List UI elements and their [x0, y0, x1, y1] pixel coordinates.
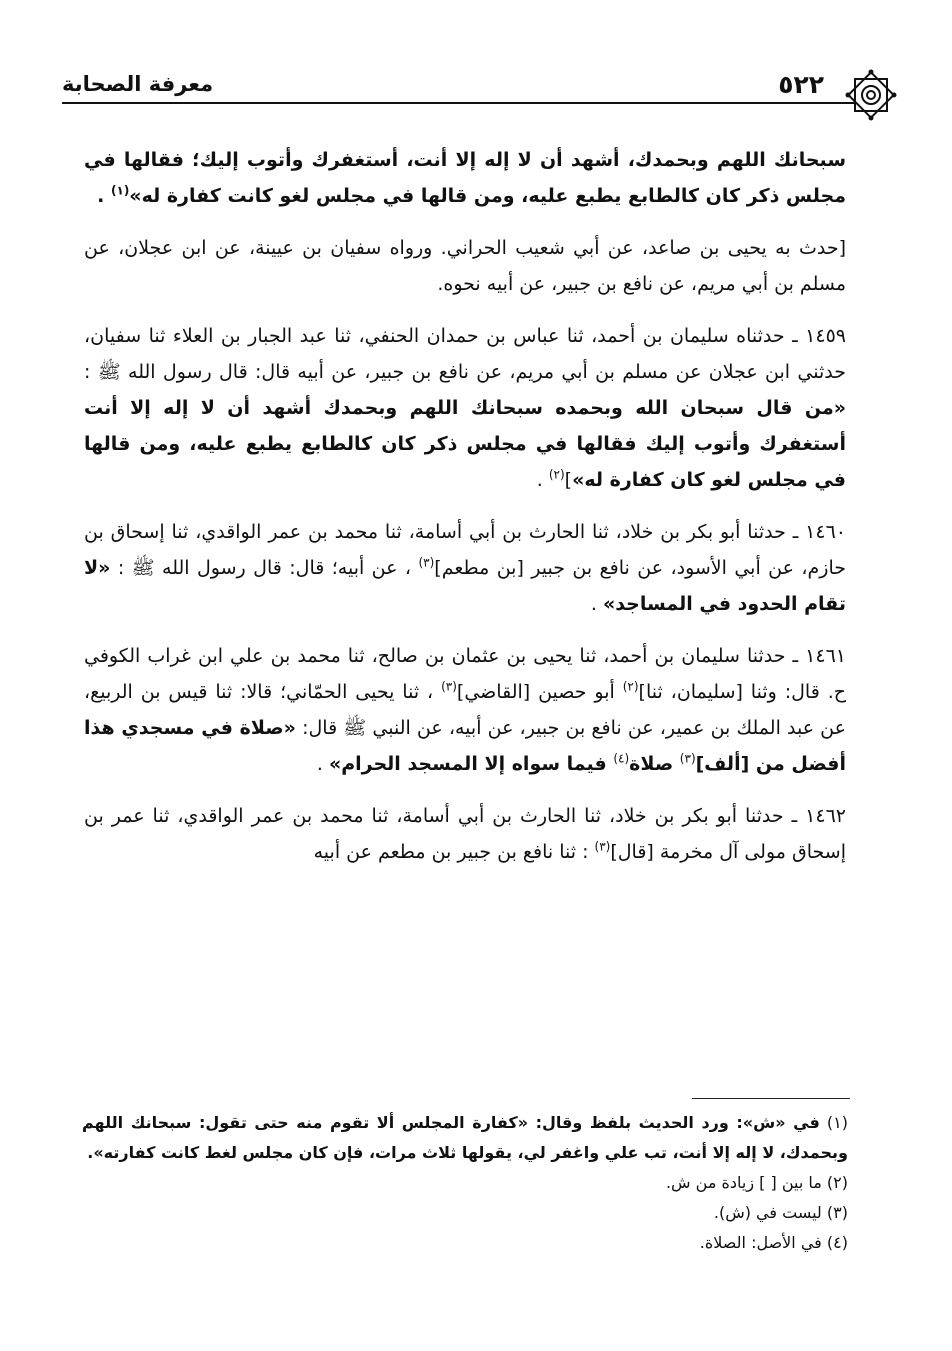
running-title: معرفة الصحابة — [62, 72, 214, 96]
footnote-item — [82, 1228, 848, 1258]
main-text — [84, 142, 846, 886]
isnad-text-2: ، عن أبيه؛ قال: قال رسول الله ﷺ : — [117, 557, 419, 579]
footnote-item — [82, 1198, 848, 1228]
matn-text: «لا تقام الحدود في المساجد» — [84, 557, 846, 615]
hadith-1459 — [84, 318, 846, 498]
paragraph-end: . — [536, 469, 549, 491]
footnote-text: ليست في (ش). — [713, 1203, 822, 1222]
footnote-ref: (٤) — [613, 751, 630, 766]
footnote-ref: (١) — [111, 183, 130, 198]
paragraph-end: . — [590, 593, 603, 615]
footnote-ref: (٢) — [622, 679, 639, 694]
matn-text-3: فيما سواه إلا المسجد الحرام» — [328, 753, 614, 775]
footnote-text: ما بين [ ] زيادة من ش. — [665, 1173, 822, 1192]
hadith-1461 — [84, 638, 846, 782]
page-number: ٥٢٢ — [778, 70, 824, 99]
footnote-item — [82, 1108, 848, 1168]
bracket-close: ] — [564, 469, 573, 491]
footnote-text: في «ش»: ورد الحديث بلفظ وقال: «كفارة المجلس ألا تقوم منه حتى تقول: سبحانك اللهم وبحمدك، لا إله إلا أنت، تب علي واغفر لي، يقولها ثلاث مرات، فإن كان مجلس لغط كانت كفارته». — [82, 1113, 848, 1162]
hadith-1462 — [84, 798, 846, 870]
footnote-number: (٢) — [826, 1173, 848, 1192]
footnote-number: (١) — [826, 1113, 848, 1132]
isnad-text: ١٤٥٩ ـ حدثناه سليمان بن أحمد، ثنا عباس بن حمدان الحنفي، ثنا عبد الجبار بن العلاء ثنا سفيان، حدثني ابن عجلان عن مسلم بن أبي مريم، عن نافع بن جبير، عن أبيه قال: قال رسول الله ﷺ : — [84, 325, 846, 383]
paragraph-end: . — [97, 185, 111, 207]
footnote-ref: (٣) — [441, 679, 457, 694]
hadith-1460 — [84, 514, 846, 622]
page-header — [62, 64, 880, 104]
isnad-text-2: : ثنا نافع بن جبير بن مطعم عن أبيه — [313, 841, 595, 863]
footnote-number: (٣) — [826, 1203, 848, 1222]
paragraph-end: . — [316, 753, 329, 775]
isnad-text-2: أبو حصين [القاضي] — [456, 681, 623, 703]
paragraph-text: [حدث به يحيى بن صاعد، عن أبي شعيب الحراني. ورواه سفيان بن عيينة، عن ابن عجلان، عن مسلم بن أبي مريم، عن نافع بن جبير، عن أبيه نحوه. — [84, 237, 846, 295]
isnad-text: ١٤٦٠ ـ حدثنا أبو بكر بن خلاد، ثنا الحارث بن أبي أسامة، ثنا محمد بن عمر الواقدي، ثنا إسحاق بن حازم، عن أبي الأسود، عن نافع بن جبير [بن مطعم] — [84, 521, 846, 579]
isnad-text: ١٤٦١ ـ حدثنا سليمان بن أحمد، ثنا يحيى بن عثمان بن صالح، ثنا محمد بن علي ابن غراب الكوفي ح. قال: وثنا [سليمان، ثنا] — [84, 645, 847, 703]
paragraph-text: سبحانك اللهم وبحمدك، أشهد أن لا إله إلا أنت، أستغفرك وأتوب إليك؛ فقالها في مجلس ذكر كان كالطابع يطبع عليه، ومن قالها في مجلس لغو كانت كفارة له» — [84, 149, 846, 207]
footnotes — [82, 1108, 848, 1258]
isnad-text-3: ، ثنا يحيى الحمّاني؛ قالا: ثنا قيس بن الربيع، عن عبد الملك بن عمير، عن نافع بن جبير، عن أبيه، عن النبي ﷺ قال: — [84, 681, 846, 739]
footnote-text: في الأصل: الصلاة. — [699, 1233, 822, 1252]
footnote-rule — [692, 1098, 850, 1099]
footnote-ref: (٣) — [679, 751, 696, 766]
header-rule — [62, 102, 854, 104]
footnote-number: (٤) — [826, 1233, 848, 1252]
footnote-ref: (٣) — [594, 839, 611, 854]
footnote-ref: (٣) — [418, 555, 435, 570]
footnote-ref: (٢) — [548, 467, 565, 482]
matn-text: «من قال سبحان الله وبحمده سبحانك اللهم وبحمدك أشهد أن لا إله إلا أنت أستغفرك وأتوب إليك فقالها في مجلس ذكر كان كالطابع يطبع عليه، ومن قالها في مجلس لغو كان كفارة له» — [84, 397, 846, 491]
matn-text: «صلاة في مسجدي هذا أفضل من [ألف] — [84, 717, 846, 775]
paragraph-continuation — [84, 142, 846, 214]
footnote-item — [82, 1168, 848, 1198]
paragraph-note — [84, 230, 846, 302]
star-ornament-icon — [844, 68, 898, 122]
matn-text-2: صلاة — [629, 753, 680, 775]
isnad-text: ١٤٦٢ ـ حدثنا أبو بكر بن خلاد، ثنا الحارث بن أبي أسامة، ثنا محمد بن عمر الواقدي، ثنا عمر بن إسحاق مولى آل مخرمة [قال] — [84, 805, 846, 863]
